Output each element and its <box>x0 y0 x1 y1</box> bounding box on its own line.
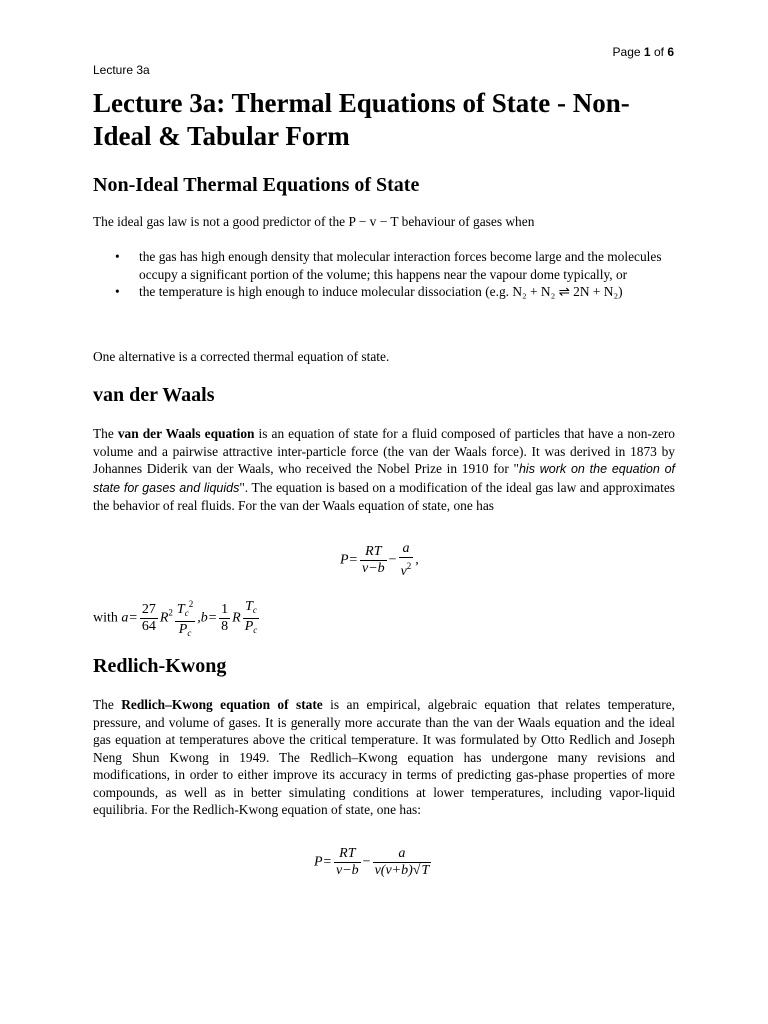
rk-text-2: is an empirical, algebraic equation that relates temperature, pressure, and volume of gases. It is generally more accurate than the van der Waals equation and the ideal gas equation at temperatures above the critical temperature. It was formulated by Otto Redlich and Joseph Neng Shun Kwong in 1949. The Redlich–Kwong equation has undergone many revisions and modifications, in order to either improve its accuracy in terms of predicting gas-phase properties of more compounds, as well as in better simulating conditions at lower temperatures, including vapor-liquid equilibria. For the Redlich-Kwong equation of state, one has: <box>93 697 675 817</box>
fraction: $\frac{1}{8}$ <box>221 602 229 634</box>
fraction: $\frac{RT}{v-b}$ <box>336 846 359 878</box>
rk-equation: P= $\frac{RT}{v-b}$ − $\frac{a}{v(v+b)√T}$ <box>314 846 430 878</box>
bullet-text: the temperature is high enough to induce molecular dissociation (e.g. N₂ + N₂ ⇌ 2N + N₂) <box>139 284 623 299</box>
rk-text-1: The <box>93 697 122 712</box>
vdw-paragraph <box>93 425 675 515</box>
section-heading-nonideal: Non-Ideal Thermal Equations of State <box>93 174 420 196</box>
intro-paragraph: The ideal gas law is not a good predictor of the P − v − T behaviour of gases when <box>93 214 535 229</box>
vdw-quote: his work on the equation of state for gases and liquids <box>93 462 676 495</box>
page-number <box>613 45 674 59</box>
fraction: $\frac{a}{v^2}$ <box>400 541 412 579</box>
fraction: $\frac{T_c}{P_c}$ <box>244 599 258 635</box>
page-current: 1 <box>643 45 651 59</box>
section-heading-rk: Redlich-Kwong <box>93 655 227 677</box>
fraction: $\frac{27}{64}$ <box>141 602 156 634</box>
vdw-text-2: is an equation of state for a fluid composed of particles that have a non-zero volume and a pairwise attractive inter-particle force (the van der Waals force). It was derived in 1873 by Johannes Diderik van der Waals, who received the Nobel Prize in 1910 for " <box>93 426 675 476</box>
vdw-text-3: ". The equation is based on a modification of the ideal gas law and approximates the behavior of real fluids. For the van der Waals equation of state, one has <box>93 479 675 513</box>
page-prefix: Page <box>612 45 641 59</box>
list-item <box>93 248 675 283</box>
vdw-term: van der Waals equation <box>117 426 255 441</box>
vdw-text-1: The <box>93 426 118 441</box>
bullet-marker: • <box>115 284 120 299</box>
rk-term: Redlich–Kwong equation of state <box>121 697 323 712</box>
rk-paragraph <box>93 696 675 819</box>
bullet-text: the gas has high enough density that molecular interaction forces become large and the molecules occupy a significant portion of the volume; this happens near the vapour dome typically, or <box>139 249 662 282</box>
page-total: 6 <box>667 45 674 59</box>
page-of: of <box>653 45 664 59</box>
page-title: Lecture 3a: Thermal Equations of State - Non-Ideal & Tabular Form <box>93 88 630 151</box>
section-heading-vdw: van der Waals <box>93 384 215 406</box>
fraction: $\frac{RT}{v-b}$ <box>362 544 385 576</box>
bullet-list <box>93 248 675 301</box>
closing-paragraph: One alternative is a corrected thermal equation of state. <box>93 349 390 364</box>
lecture-tag: Lecture 3a <box>93 63 150 77</box>
fraction: $\frac{a}{v(v+b)√T}$ <box>374 846 430 878</box>
list-item <box>93 283 675 301</box>
fraction: $\frac{T_c^2}{P_c}$ <box>175 596 195 641</box>
vdw-equation: P= $\frac{RT}{v-b}$ − $\frac{a}{v^2}$ , <box>340 541 419 579</box>
bullet-marker: • <box>115 249 120 264</box>
vdw-constants-equation: with a= $\frac{27}{64}$ $R^2$ $\frac{T_c^2}{P_c}$ ,b= $\frac{1}{8}$ R $\frac{T_c}{P_c}$ <box>93 596 261 641</box>
